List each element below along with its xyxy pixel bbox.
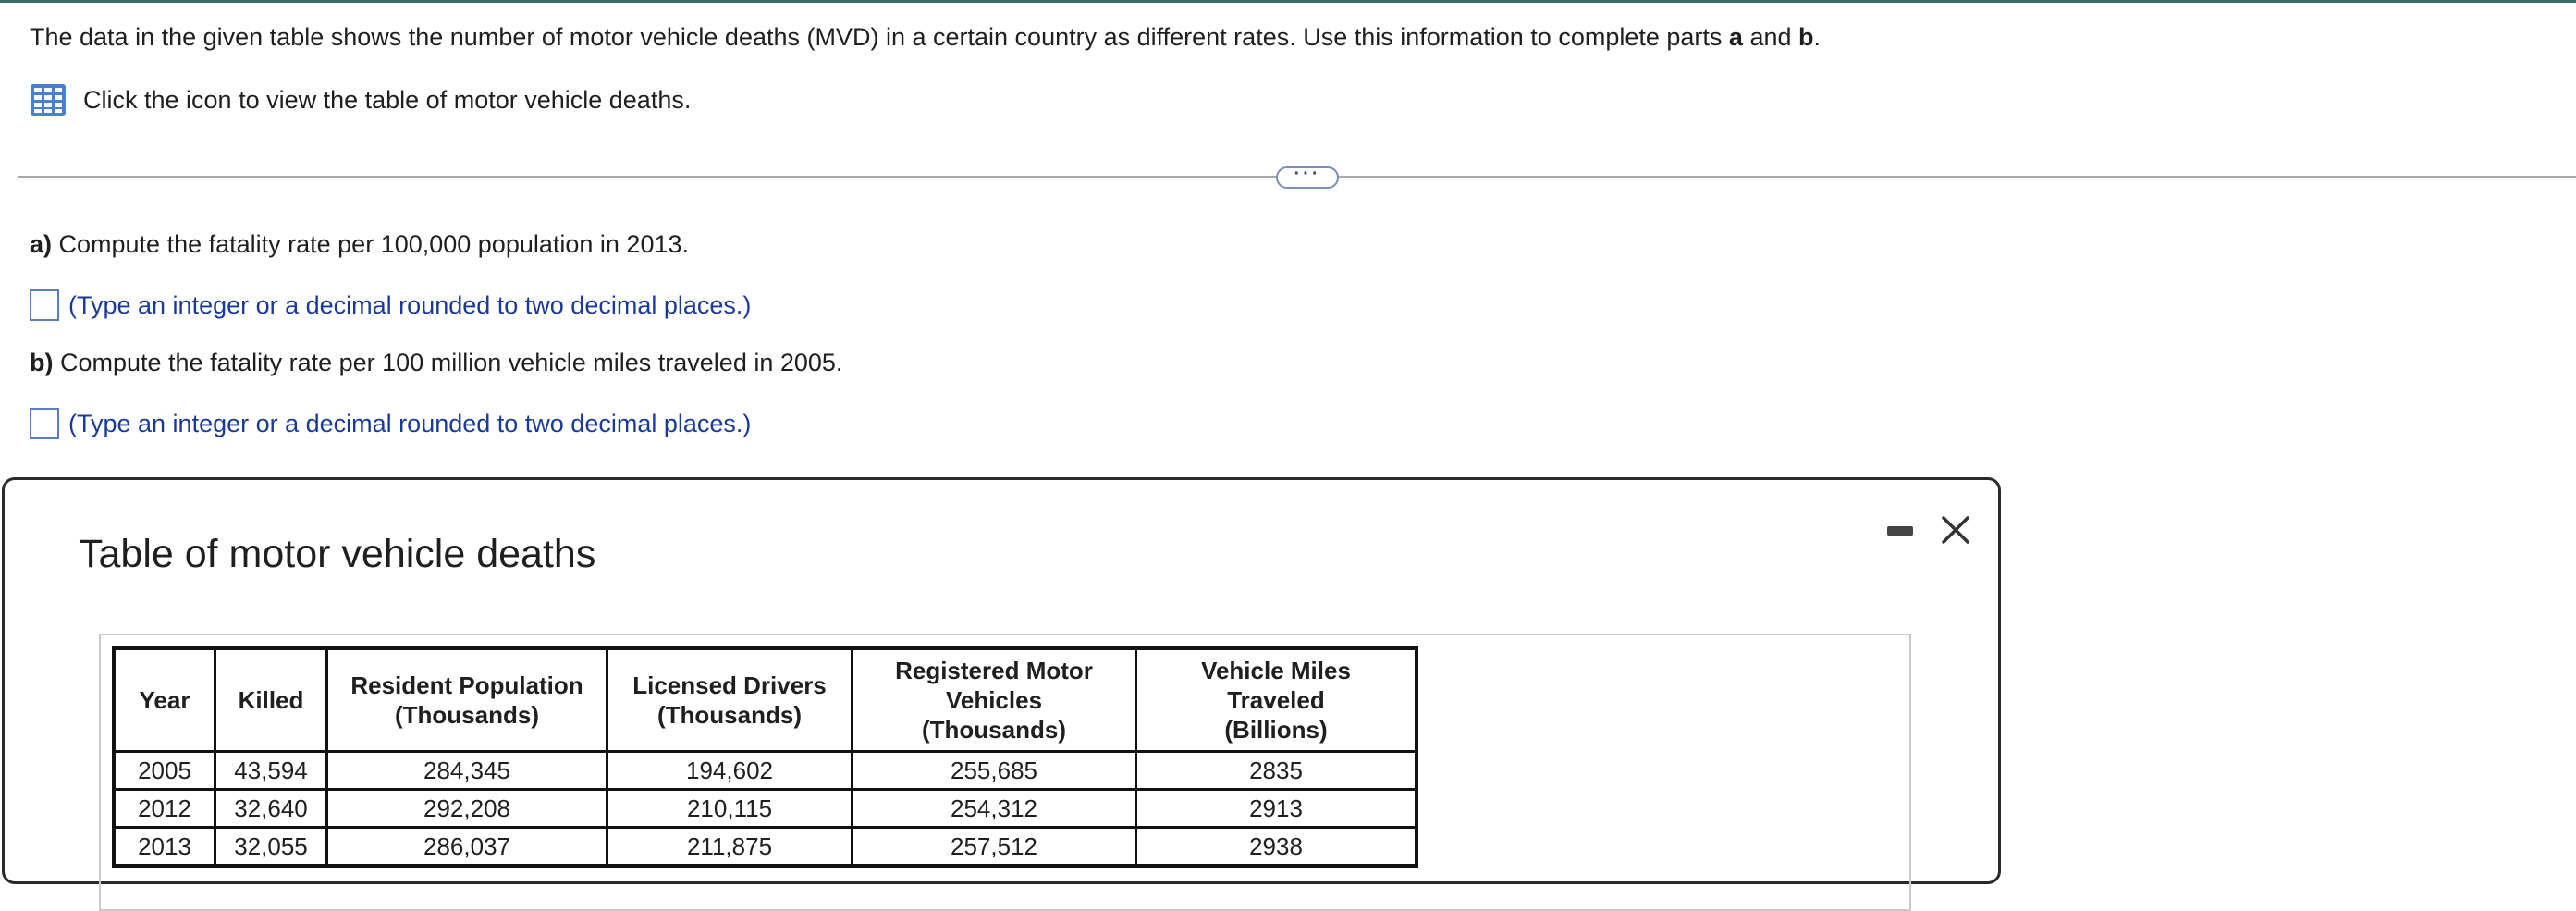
part-a-label: a) [30, 230, 53, 258]
table-row [114, 790, 1417, 828]
cell-registered-vehicles: 257,512 [853, 828, 1136, 867]
part-a-question [30, 226, 689, 263]
part-b-text: Compute the fatality rate per 100 million vehicle miles traveled in 2005. [53, 349, 843, 376]
view-table-text: Click the icon to view the table of motor vehicle deaths. [83, 86, 692, 114]
table-header-row [114, 648, 1417, 752]
part-b-answer-input[interactable] [30, 408, 59, 439]
mvd-table [112, 646, 1418, 868]
table-panel [99, 634, 1911, 911]
header-resident-population: Resident Population (Thousands) [327, 648, 607, 752]
cell-vehicle-miles: 2938 [1136, 828, 1417, 867]
intro-text: The data in the given table shows the number of motor vehicle deaths (MVD) in a certain country as different rates. Use this information to complete parts [30, 23, 1729, 51]
cell-killed: 43,594 [215, 752, 327, 790]
dialog-title: Table of motor vehicle deaths [79, 532, 596, 576]
cell-vehicle-miles: 2913 [1136, 790, 1417, 828]
cell-resident-population: 286,037 [327, 828, 607, 867]
top-accent-bar [0, 0, 2576, 3]
part-a-answer-input[interactable] [30, 289, 59, 321]
intro-period: . [1813, 23, 1822, 51]
cell-registered-vehicles: 254,312 [853, 790, 1136, 828]
table-grid-icon[interactable] [30, 81, 67, 118]
part-b-label: b) [30, 349, 54, 376]
cell-killed: 32,055 [215, 828, 327, 867]
cell-resident-population: 284,345 [327, 752, 607, 790]
intro-and: and [1742, 23, 1799, 51]
part-b-hint: (Type an integer or a decimal rounded to two decimal places.) [68, 410, 752, 437]
cell-resident-population: 292,208 [327, 790, 607, 828]
part-a-text: Compute the fatality rate per 100,000 population in 2013. [52, 230, 689, 258]
header-registered-vehicles: Registered Motor Vehicles (Thousands) [853, 648, 1136, 752]
table-dialog [2, 477, 2001, 884]
cell-year: 2012 [114, 790, 215, 828]
header-year: Year [114, 648, 215, 752]
part-a-answer-row [30, 287, 751, 324]
intro-bold-b: b [1798, 23, 1814, 51]
intro-bold-a: a [1728, 23, 1743, 51]
table-row [114, 752, 1417, 790]
cell-licensed-drivers: 194,602 [607, 752, 853, 790]
close-icon[interactable] [1937, 511, 1974, 548]
header-killed: Killed [215, 648, 327, 752]
problem-statement [30, 18, 1821, 55]
cell-registered-vehicles: 255,685 [853, 752, 1136, 790]
view-table-link[interactable] [30, 81, 691, 118]
header-licensed-drivers: Licensed Drivers (Thousands) [607, 648, 853, 752]
cell-year: 2013 [114, 828, 215, 867]
cell-killed: 32,640 [215, 790, 327, 828]
cell-licensed-drivers: 211,875 [607, 828, 853, 867]
cell-vehicle-miles: 2835 [1136, 752, 1417, 790]
expand-button[interactable]: ··· [1276, 166, 1339, 189]
header-vehicle-miles: Vehicle Miles Traveled (Billions) [1136, 648, 1417, 752]
cell-licensed-drivers: 210,115 [607, 790, 853, 828]
part-b-question [30, 344, 842, 381]
minimize-icon[interactable] [1887, 526, 1913, 536]
cell-year: 2005 [114, 752, 215, 790]
table-row [114, 828, 1417, 867]
part-b-answer-row [30, 405, 751, 442]
part-a-hint: (Type an integer or a decimal rounded to two decimal places.) [68, 291, 752, 319]
